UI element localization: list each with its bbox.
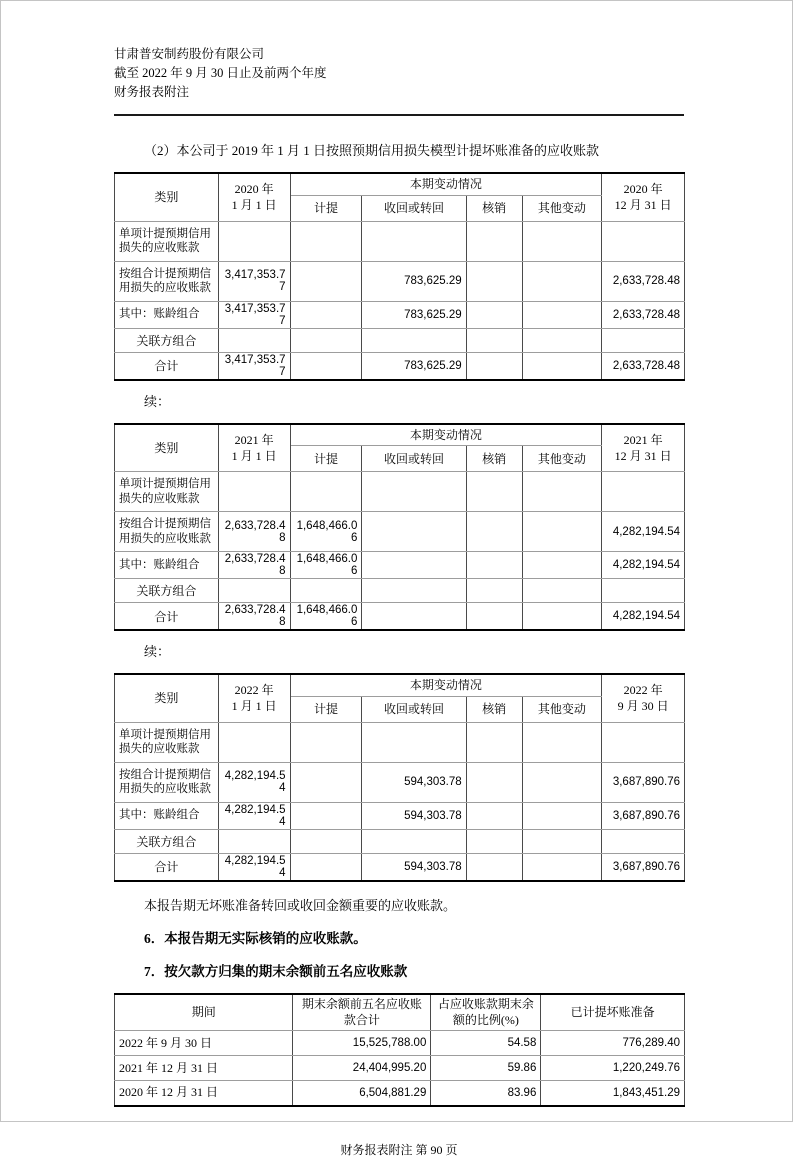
col-header-other-change: 其他变动 <box>522 446 602 472</box>
table-row <box>115 762 685 802</box>
col-header-end-date <box>602 674 685 722</box>
end-date-year: 2021 年 <box>623 432 663 447</box>
cell-recovered: 594,303.78 <box>362 853 466 881</box>
cell-period: 2022 年 9 月 30 日 <box>115 1031 293 1056</box>
cell-end: 3,687,890.76 <box>602 762 685 802</box>
cell-accrual: 1,648,466.06 <box>290 603 362 631</box>
cell-provision: 1,843,451.29 <box>541 1081 685 1106</box>
cell-writeoff <box>466 328 522 352</box>
section-title: （2）本公司于 2019 年 1 月 1 日按照预期信用损失模型计提坏账准备的应收账款 <box>144 143 600 158</box>
cell-end <box>602 328 685 352</box>
cell-other-change <box>522 352 602 380</box>
cell-begin: 2,633,728.48 <box>218 603 290 631</box>
col-header-end-date <box>602 173 685 221</box>
cell-writeoff <box>466 352 522 380</box>
cell-recovered <box>362 328 466 352</box>
table-row <box>115 1081 685 1106</box>
cell-writeoff <box>466 722 522 762</box>
cell-ratio: 83.96 <box>431 1081 541 1106</box>
cell-writeoff <box>466 579 522 603</box>
begin-date-year: 2020 年 <box>234 182 274 197</box>
cell-provision: 1,220,249.76 <box>541 1056 685 1081</box>
cell-other-change <box>522 829 602 853</box>
row-label: 其中：账龄组合 <box>115 552 219 579</box>
row-label: 单项计提预期信用损失的应收账款 <box>115 221 219 261</box>
col-header-change-group: 本期变动情况 <box>290 674 602 696</box>
begin-date-year: 2022 年 <box>234 683 274 698</box>
document-type: 财务报表附注 <box>114 85 190 99</box>
col-header-recovered: 收回或转回 <box>362 446 466 472</box>
cell-other-change <box>522 301 602 328</box>
cell-other-change <box>522 722 602 762</box>
cell-ratio: 59.86 <box>431 1056 541 1081</box>
page-header <box>114 45 684 116</box>
col-header-category: 类别 <box>115 674 219 722</box>
cell-other-change <box>522 603 602 631</box>
cell-begin: 3,417,353.77 <box>218 301 290 328</box>
cell-begin <box>218 472 290 512</box>
table-row <box>115 221 685 261</box>
cell-end: 3,687,890.76 <box>602 853 685 881</box>
page-footer <box>114 1141 684 1158</box>
begin-date-day: 1 月 1 日 <box>231 198 277 213</box>
cell-writeoff <box>466 853 522 881</box>
cell-recovered <box>362 472 466 512</box>
col-header-top5-balance: 期末余额前五名应收账款合计 <box>293 994 431 1031</box>
col-header-other-change: 其他变动 <box>522 696 602 722</box>
cell-end: 4,282,194.54 <box>602 603 685 631</box>
cell-recovered: 594,303.78 <box>362 802 466 829</box>
end-date-day: 9 月 30 日 <box>617 699 669 714</box>
cell-writeoff <box>466 802 522 829</box>
col-header-accrual: 计提 <box>290 446 362 472</box>
col-header-change-group: 本期变动情况 <box>290 173 602 195</box>
cell-end: 4,282,194.54 <box>602 512 685 552</box>
table-row <box>115 1031 685 1056</box>
col-header-ratio: 占应收账款期末余额的比例(%) <box>431 994 541 1031</box>
cell-begin: 4,282,194.54 <box>218 762 290 802</box>
col-header-period: 期间 <box>115 994 293 1031</box>
col-header-other-change: 其他变动 <box>522 195 602 221</box>
total-row <box>115 603 685 631</box>
col-header-writeoff: 核销 <box>466 195 522 221</box>
cell-other-change <box>522 512 602 552</box>
col-header-change-group: 本期变动情况 <box>290 424 602 446</box>
cell-other-change <box>522 328 602 352</box>
col-header-provision: 已计提坏账准备 <box>541 994 685 1031</box>
cell-end: 2,633,728.48 <box>602 301 685 328</box>
total-row <box>115 352 685 380</box>
cell-other-change <box>522 802 602 829</box>
row-label: 合计 <box>115 603 219 631</box>
cell-recovered: 594,303.78 <box>362 762 466 802</box>
company-name: 甘肃普安制药股份有限公司 <box>114 47 265 61</box>
table-row <box>115 301 685 328</box>
end-date-year: 2022 年 <box>623 683 663 698</box>
cell-begin: 3,417,353.77 <box>218 352 290 380</box>
cell-writeoff <box>466 261 522 301</box>
cell-other-change <box>522 552 602 579</box>
cell-other-change <box>522 261 602 301</box>
cell-other-change <box>522 762 602 802</box>
cell-begin: 4,282,194.54 <box>218 802 290 829</box>
cell-recovered <box>362 722 466 762</box>
col-header-category: 类别 <box>115 424 219 472</box>
cell-top5-balance: 24,404,995.20 <box>293 1056 431 1081</box>
cell-end <box>602 221 685 261</box>
top5-receivables-table <box>114 993 685 1107</box>
cell-begin: 2,633,728.48 <box>218 552 290 579</box>
col-header-writeoff: 核销 <box>466 696 522 722</box>
movement-table-2020 <box>114 172 685 381</box>
cell-accrual <box>290 221 362 261</box>
cell-accrual <box>290 328 362 352</box>
row-label: 其中：账龄组合 <box>115 301 219 328</box>
row-label: 合计 <box>115 853 219 881</box>
col-header-end-date <box>602 424 685 472</box>
continuation-label: 续： <box>144 393 171 409</box>
col-header-recovered: 收回或转回 <box>362 195 466 221</box>
col-header-recovered: 收回或转回 <box>362 696 466 722</box>
cell-ratio: 54.58 <box>431 1031 541 1056</box>
cell-end <box>602 579 685 603</box>
begin-date-day: 1 月 1 日 <box>231 699 277 714</box>
cell-period: 2021 年 12 月 31 日 <box>115 1056 293 1081</box>
table-row <box>115 552 685 579</box>
table-row <box>115 328 685 352</box>
cell-recovered: 783,625.29 <box>362 352 466 380</box>
item-6: 6．本报告期无实际核销的应收账款。 <box>144 930 367 946</box>
cell-end: 2,633,728.48 <box>602 261 685 301</box>
cell-recovered <box>362 512 466 552</box>
end-date-year: 2020 年 <box>623 182 663 197</box>
cell-end <box>602 722 685 762</box>
cell-recovered: 783,625.29 <box>362 261 466 301</box>
note-paragraph: 本报告期无坏账准备转回或收回金额重要的应收账款。 <box>144 897 457 913</box>
cell-other-change <box>522 579 602 603</box>
col-header-begin-date <box>218 674 290 722</box>
cell-writeoff <box>466 512 522 552</box>
cell-recovered <box>362 221 466 261</box>
col-header-category: 类别 <box>115 173 219 221</box>
cell-accrual <box>290 722 362 762</box>
row-label: 按组合计提预期信用损失的应收账款 <box>115 512 219 552</box>
cell-recovered <box>362 579 466 603</box>
table-row <box>115 579 685 603</box>
table-row <box>115 802 685 829</box>
cell-accrual: 1,648,466.06 <box>290 552 362 579</box>
cell-top5-balance: 15,525,788.00 <box>293 1031 431 1056</box>
cell-begin <box>218 579 290 603</box>
cell-accrual <box>290 301 362 328</box>
cell-other-change <box>522 221 602 261</box>
col-header-begin-date <box>218 424 290 472</box>
total-row <box>115 853 685 881</box>
table-row <box>115 261 685 301</box>
row-label: 单项计提预期信用损失的应收账款 <box>115 722 219 762</box>
cell-accrual <box>290 352 362 380</box>
cell-accrual <box>290 762 362 802</box>
end-date-day: 12 月 31 日 <box>614 448 672 463</box>
cell-writeoff <box>466 221 522 261</box>
col-header-accrual: 计提 <box>290 195 362 221</box>
col-header-accrual: 计提 <box>290 696 362 722</box>
cell-accrual <box>290 829 362 853</box>
cell-end: 3,687,890.76 <box>602 802 685 829</box>
cell-writeoff <box>466 603 522 631</box>
table-row <box>115 512 685 552</box>
cell-accrual: 1,648,466.06 <box>290 512 362 552</box>
cell-begin <box>218 722 290 762</box>
header-rule <box>114 114 684 116</box>
table-row <box>115 472 685 512</box>
cell-begin: 4,282,194.54 <box>218 853 290 881</box>
table-row <box>115 722 685 762</box>
cell-recovered <box>362 603 466 631</box>
footer-page-label: 财务报表附注 第 90 页 <box>340 1142 458 1157</box>
cell-end: 4,282,194.54 <box>602 552 685 579</box>
cell-accrual <box>290 472 362 512</box>
cell-writeoff <box>466 301 522 328</box>
row-label: 合计 <box>115 352 219 380</box>
cell-end: 2,633,728.48 <box>602 352 685 380</box>
row-label: 关联方组合 <box>115 328 219 352</box>
continuation-label: 续： <box>144 644 171 659</box>
cell-top5-balance: 6,504,881.29 <box>293 1081 431 1106</box>
row-label: 关联方组合 <box>115 829 219 853</box>
cell-writeoff <box>466 552 522 579</box>
cell-writeoff <box>466 762 522 802</box>
cell-recovered <box>362 552 466 579</box>
movement-table-2021 <box>114 423 685 632</box>
row-label: 其中：账龄组合 <box>115 802 219 829</box>
begin-date-day: 1 月 1 日 <box>231 448 277 463</box>
cell-period: 2020 年 12 月 31 日 <box>115 1081 293 1106</box>
cell-recovered: 783,625.29 <box>362 301 466 328</box>
cell-begin <box>218 829 290 853</box>
cell-end <box>602 472 685 512</box>
row-label: 单项计提预期信用损失的应收账款 <box>115 472 219 512</box>
cell-end <box>602 829 685 853</box>
table-row <box>115 1056 685 1081</box>
cell-other-change <box>522 853 602 881</box>
movement-table-2022 <box>114 673 685 882</box>
begin-date-year: 2021 年 <box>234 432 274 447</box>
cell-writeoff <box>466 472 522 512</box>
cell-begin: 3,417,353.77 <box>218 261 290 301</box>
cell-provision: 776,289.40 <box>541 1031 685 1056</box>
item-7: 7．按欠款方归集的期末余额前五名应收账款 <box>144 963 408 979</box>
report-period: 截至 2022 年 9 月 30 日止及前两个年度 <box>114 66 327 80</box>
col-header-writeoff: 核销 <box>466 446 522 472</box>
row-label: 关联方组合 <box>115 579 219 603</box>
row-label: 按组合计提预期信用损失的应收账款 <box>115 261 219 301</box>
cell-recovered <box>362 829 466 853</box>
cell-begin <box>218 221 290 261</box>
cell-begin: 2,633,728.48 <box>218 512 290 552</box>
cell-begin <box>218 328 290 352</box>
cell-accrual <box>290 579 362 603</box>
cell-accrual <box>290 261 362 301</box>
end-date-day: 12 月 31 日 <box>614 198 672 213</box>
row-label: 按组合计提预期信用损失的应收账款 <box>115 762 219 802</box>
table-row <box>115 829 685 853</box>
cell-writeoff <box>466 829 522 853</box>
cell-other-change <box>522 472 602 512</box>
col-header-begin-date <box>218 173 290 221</box>
cell-accrual <box>290 853 362 881</box>
cell-accrual <box>290 802 362 829</box>
